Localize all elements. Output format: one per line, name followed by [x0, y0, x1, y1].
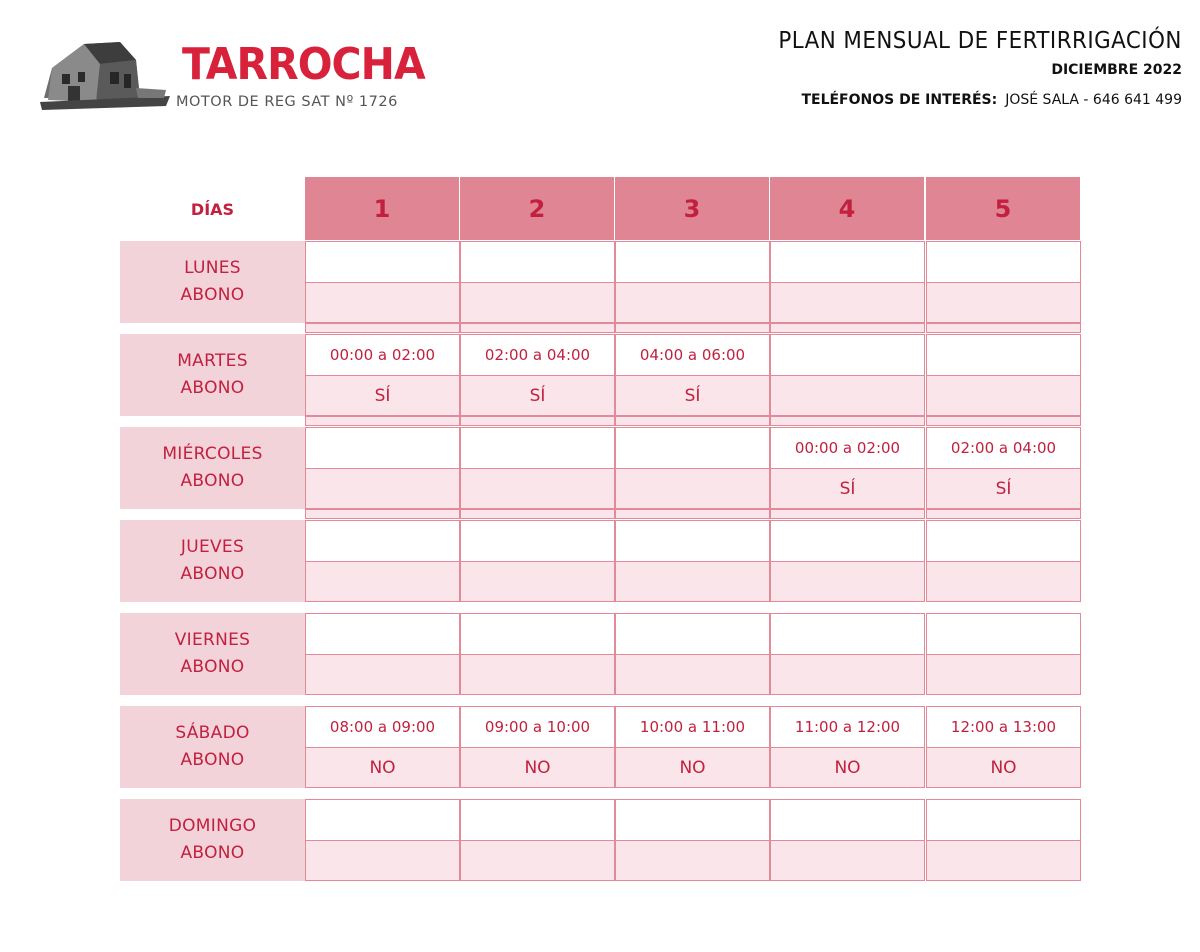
column-header-3: 3	[615, 177, 770, 240]
time-cell	[926, 520, 1081, 562]
row-gap-strip	[926, 416, 1081, 426]
column-header-5: 5	[926, 177, 1081, 240]
row-gap-strip	[770, 509, 925, 519]
abono-cell: SÍ	[305, 375, 460, 416]
day-label-3	[120, 520, 305, 602]
abono-label: ABONO	[180, 564, 245, 584]
abono-cell	[305, 840, 460, 881]
time-cell	[615, 427, 770, 469]
farmhouse-logo-icon	[40, 36, 170, 110]
day-label-2	[120, 427, 305, 509]
abono-cell: SÍ	[615, 375, 770, 416]
day-name: MARTES	[177, 351, 248, 371]
days-column-label: DÍAS	[190, 199, 235, 219]
day-label-1	[120, 334, 305, 416]
time-cell	[770, 799, 925, 841]
time-cell	[926, 241, 1081, 283]
abono-cell	[926, 654, 1081, 695]
time-cell: 00:00 a 02:00	[305, 334, 460, 376]
abono-cell	[770, 840, 925, 881]
row-gap-strip	[305, 509, 460, 519]
row-gap-strip	[615, 323, 770, 333]
time-cell: 08:00 a 09:00	[305, 706, 460, 748]
row-gap-strip	[770, 416, 925, 426]
abono-label: ABONO	[180, 750, 245, 770]
abono-cell	[615, 468, 770, 509]
contact-phones	[801, 92, 1182, 108]
abono-cell	[926, 282, 1081, 323]
abono-cell	[926, 840, 1081, 881]
time-cell	[615, 613, 770, 655]
time-cell: 02:00 a 04:00	[926, 427, 1081, 469]
abono-label: ABONO	[180, 657, 245, 677]
day-label-5	[120, 706, 305, 788]
time-cell: 12:00 a 13:00	[926, 706, 1081, 748]
time-cell	[305, 241, 460, 283]
phones-value: JOSÉ SALA - 646 641 499	[1005, 92, 1182, 108]
time-cell	[305, 613, 460, 655]
abono-cell	[460, 561, 615, 602]
abono-cell	[770, 282, 925, 323]
time-cell	[926, 613, 1081, 655]
day-name: MIÉRCOLES	[162, 444, 263, 464]
tarrocha-logo	[40, 36, 425, 116]
day-label-0	[120, 241, 305, 323]
day-label-4	[120, 613, 305, 695]
row-gap-strip	[460, 416, 615, 426]
time-cell	[770, 241, 925, 283]
row-gap-strip	[460, 509, 615, 519]
day-label-6	[120, 799, 305, 881]
time-cell: 00:00 a 02:00	[770, 427, 925, 469]
abono-cell	[305, 654, 460, 695]
abono-cell	[615, 282, 770, 323]
abono-cell	[305, 561, 460, 602]
day-name: LUNES	[184, 258, 241, 278]
abono-cell	[770, 375, 925, 416]
row-gap-strip	[305, 323, 460, 333]
abono-cell	[615, 561, 770, 602]
abono-cell	[305, 282, 460, 323]
time-cell	[460, 799, 615, 841]
plan-month: DICIEMBRE 2022	[1051, 62, 1182, 78]
time-cell	[926, 334, 1081, 376]
abono-cell	[460, 654, 615, 695]
abono-cell	[460, 468, 615, 509]
row-gap-strip	[615, 416, 770, 426]
time-cell	[926, 799, 1081, 841]
time-cell: 04:00 a 06:00	[615, 334, 770, 376]
abono-label: ABONO	[180, 471, 245, 491]
page-title: PLAN MENSUAL DE FERTIRRIGACIÓN	[778, 28, 1182, 54]
time-cell: 09:00 a 10:00	[460, 706, 615, 748]
day-name: SÁBADO	[175, 723, 250, 743]
time-cell	[460, 241, 615, 283]
time-cell	[615, 799, 770, 841]
abono-label: ABONO	[180, 285, 245, 305]
abono-cell: SÍ	[460, 375, 615, 416]
time-cell	[615, 241, 770, 283]
abono-cell: SÍ	[770, 468, 925, 509]
row-gap-strip	[615, 509, 770, 519]
day-name: JUEVES	[180, 537, 245, 557]
abono-cell: NO	[770, 747, 925, 788]
day-name: DOMINGO	[168, 816, 257, 836]
abono-cell: NO	[615, 747, 770, 788]
time-cell	[615, 520, 770, 562]
brand-name: TARROCHA	[182, 39, 425, 90]
time-cell	[305, 427, 460, 469]
time-cell: 11:00 a 12:00	[770, 706, 925, 748]
abono-cell	[615, 840, 770, 881]
time-cell	[770, 334, 925, 376]
time-cell	[770, 613, 925, 655]
abono-cell: NO	[305, 747, 460, 788]
time-cell	[460, 520, 615, 562]
column-header-1: 1	[305, 177, 460, 240]
abono-cell	[615, 654, 770, 695]
column-header-2: 2	[460, 177, 615, 240]
time-cell	[305, 520, 460, 562]
column-header-4: 4	[770, 177, 925, 240]
abono-label: ABONO	[180, 378, 245, 398]
abono-cell	[770, 561, 925, 602]
brand-subtitle: MOTOR DE REG SAT Nº 1726	[176, 94, 398, 110]
time-cell: 02:00 a 04:00	[460, 334, 615, 376]
time-cell: 10:00 a 11:00	[615, 706, 770, 748]
row-gap-strip	[926, 323, 1081, 333]
abono-cell: NO	[460, 747, 615, 788]
abono-cell: SÍ	[926, 468, 1081, 509]
phones-label: TELÉFONOS DE INTERÉS:	[801, 92, 998, 108]
abono-label: ABONO	[180, 843, 245, 863]
time-cell	[460, 427, 615, 469]
abono-cell: NO	[926, 747, 1081, 788]
abono-cell	[460, 840, 615, 881]
abono-cell	[926, 561, 1081, 602]
day-name: VIERNES	[174, 630, 251, 650]
row-gap-strip	[926, 509, 1081, 519]
abono-cell	[926, 375, 1081, 416]
row-gap-strip	[305, 416, 460, 426]
abono-cell	[770, 654, 925, 695]
time-cell	[460, 613, 615, 655]
time-cell	[770, 520, 925, 562]
abono-cell	[305, 468, 460, 509]
time-cell	[305, 799, 460, 841]
row-gap-strip	[460, 323, 615, 333]
row-gap-strip	[770, 323, 925, 333]
abono-cell	[460, 282, 615, 323]
